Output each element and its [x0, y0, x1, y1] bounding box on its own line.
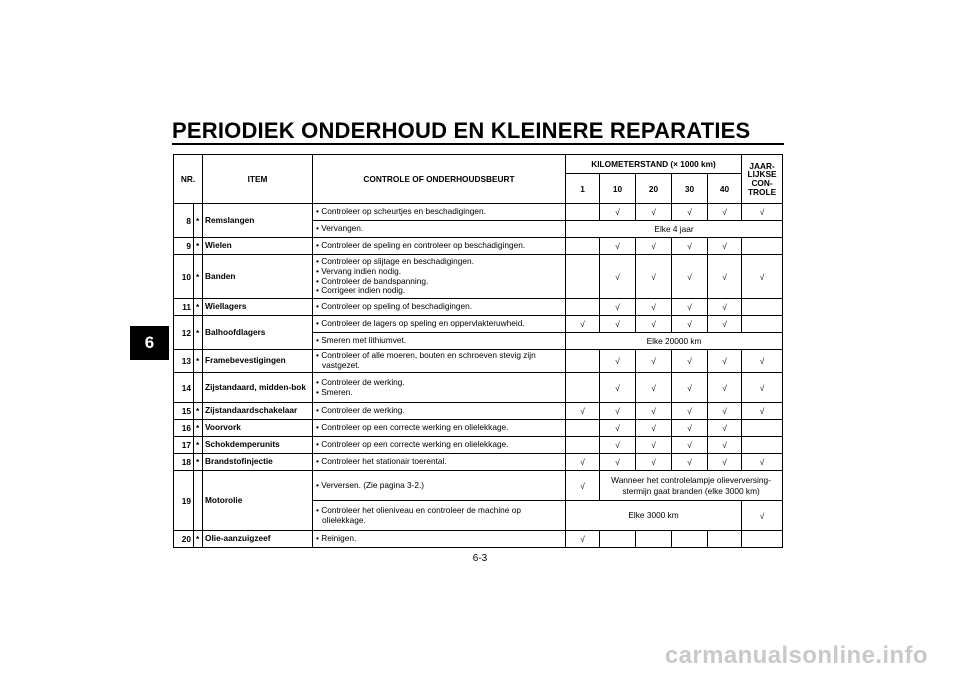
table-row	[174, 238, 783, 255]
check-cell	[672, 531, 708, 548]
check-cell	[566, 204, 600, 221]
check-cell: √	[636, 299, 672, 316]
header-km: KILOMETERSTAND (× 1000 km)	[566, 155, 742, 174]
table-row	[174, 454, 783, 471]
check-cell: √	[636, 373, 672, 403]
check-cell	[742, 420, 783, 437]
check-cell: √	[672, 238, 708, 255]
action-bullet: • Smeren met lithiumvet.	[315, 336, 563, 346]
header-km-col: 20	[636, 174, 672, 204]
row-item: Zijstandaard, midden-bok	[203, 373, 313, 403]
check-cell: √	[636, 403, 672, 420]
row-item: Olie-aanzuigzeef	[203, 531, 313, 548]
check-cell: √	[600, 204, 636, 221]
check-cell: √	[708, 350, 742, 373]
check-cell	[636, 531, 672, 548]
row-item: Schokdemperunits	[203, 437, 313, 454]
check-cell: √	[636, 350, 672, 373]
row-star: *	[194, 204, 203, 238]
action-bullet: • Controleer op een correcte werking en olielekkage.	[315, 423, 563, 433]
row-action	[313, 373, 566, 403]
check-cell: √	[708, 238, 742, 255]
table-row	[174, 403, 783, 420]
check-cell: √	[742, 403, 783, 420]
row-star: *	[194, 350, 203, 373]
check-cell: √	[672, 373, 708, 403]
table-row	[174, 437, 783, 454]
table-row	[174, 299, 783, 316]
row-number: 15	[174, 403, 194, 420]
check-cell	[566, 420, 600, 437]
row-star: *	[194, 299, 203, 316]
check-cell	[566, 350, 600, 373]
check-cell: √	[708, 403, 742, 420]
row-number: 8	[174, 204, 194, 238]
action-bullet: • Controleer het stationair toerental.	[315, 457, 563, 467]
check-cell: √	[636, 316, 672, 333]
row-number: 13	[174, 350, 194, 373]
header-km-col: 30	[672, 174, 708, 204]
action-bullet: • Controleer de speling en controleer op beschadigingen.	[315, 241, 563, 251]
row-number: 20	[174, 531, 194, 548]
action-bullet: • Corrigeer indien nodig.	[315, 286, 563, 296]
action-bullet: • Vervang indien nodig.	[315, 267, 563, 277]
check-cell: √	[708, 255, 742, 299]
check-cell: √	[636, 255, 672, 299]
row-number: 12	[174, 316, 194, 350]
check-cell: √	[636, 437, 672, 454]
row-star: *	[194, 238, 203, 255]
header-km-col: 10	[600, 174, 636, 204]
row-action	[313, 316, 566, 333]
table-header-row	[174, 155, 783, 174]
action-bullet: • Verversen. (Zie pagina 3-2.)	[315, 481, 563, 491]
action-bullet: • Controleer op speling of beschadigingen.	[315, 302, 563, 312]
check-cell: √	[708, 373, 742, 403]
check-cell: √	[600, 437, 636, 454]
action-bullet: • Controleer de werking.	[315, 406, 563, 416]
check-cell: √	[708, 316, 742, 333]
row-action	[313, 255, 566, 299]
header-km-col: 40	[708, 174, 742, 204]
check-cell: √	[708, 299, 742, 316]
check-cell: √	[742, 501, 783, 531]
action-bullet: • Controleer de bandspanning.	[315, 277, 563, 287]
action-bullet: • Controleer op een correcte werking en olielekkage.	[315, 440, 563, 450]
row-item: Wielen	[203, 238, 313, 255]
check-cell: √	[566, 531, 600, 548]
row-item: Zijstandaardschakelaar	[203, 403, 313, 420]
row-action	[313, 454, 566, 471]
table-row	[174, 420, 783, 437]
title-rule	[172, 143, 784, 145]
check-cell	[742, 437, 783, 454]
interval-note: Elke 20000 km	[566, 333, 783, 350]
row-action	[313, 471, 566, 501]
row-action	[313, 333, 566, 350]
row-star: *	[194, 316, 203, 350]
action-bullet: • Reinigen.	[315, 534, 563, 544]
row-star	[194, 373, 203, 403]
check-cell	[742, 238, 783, 255]
check-cell: √	[708, 204, 742, 221]
check-cell: √	[636, 238, 672, 255]
row-item: Banden	[203, 255, 313, 299]
check-cell: √	[742, 350, 783, 373]
row-number: 11	[174, 299, 194, 316]
action-bullet: • Controleer of alle moeren, bouten en schroeven stevig zijn vastgezet.	[315, 351, 563, 371]
maintenance-table	[173, 154, 783, 548]
check-cell: √	[742, 204, 783, 221]
header-action: CONTROLE OF ONDERHOUDSBEURT	[313, 155, 566, 204]
check-cell: √	[742, 373, 783, 403]
check-cell: √	[672, 299, 708, 316]
check-cell: √	[636, 454, 672, 471]
row-star: *	[194, 437, 203, 454]
interval-note: Elke 4 jaar	[566, 221, 783, 238]
row-number: 10	[174, 255, 194, 299]
check-cell: √	[708, 454, 742, 471]
header-yearly: JAAR-LIJKSE CON-TROLE	[742, 155, 783, 204]
row-star: *	[194, 454, 203, 471]
action-bullet: • Vervangen.	[315, 224, 563, 234]
check-cell	[742, 531, 783, 548]
row-number: 18	[174, 454, 194, 471]
check-cell: √	[600, 299, 636, 316]
check-cell: √	[600, 316, 636, 333]
action-bullet: • Controleer de lagers op speling en oppervlakteruwheid.	[315, 319, 563, 329]
table-row	[174, 316, 783, 333]
row-action	[313, 350, 566, 373]
check-cell: √	[566, 471, 600, 501]
action-bullet: • Controleer op slijtage en beschadigingen.	[315, 257, 563, 267]
row-star: *	[194, 531, 203, 548]
check-cell: √	[566, 403, 600, 420]
header-km-col: 1	[566, 174, 600, 204]
page-title: PERIODIEK ONDERHOUD EN KLEINERE REPARATIES	[172, 118, 751, 143]
check-cell	[742, 316, 783, 333]
check-cell: √	[672, 437, 708, 454]
row-item: Balhoofdlagers	[203, 316, 313, 350]
row-star: *	[194, 420, 203, 437]
check-cell	[566, 373, 600, 403]
check-cell: √	[600, 403, 636, 420]
check-cell: √	[600, 238, 636, 255]
check-cell	[566, 238, 600, 255]
check-cell	[566, 437, 600, 454]
row-action	[313, 238, 566, 255]
row-action	[313, 403, 566, 420]
header-nr: NR.	[174, 155, 203, 204]
check-cell	[566, 299, 600, 316]
check-cell	[742, 299, 783, 316]
action-bullet: • Controleer op scheurtjes en beschadigingen.	[315, 207, 563, 217]
check-cell: √	[742, 255, 783, 299]
table-row	[174, 255, 783, 299]
row-number: 16	[174, 420, 194, 437]
row-action	[313, 221, 566, 238]
row-action	[313, 299, 566, 316]
row-number: 9	[174, 238, 194, 255]
check-cell: √	[566, 454, 600, 471]
row-action	[313, 501, 566, 531]
action-bullet: • Controleer de werking.	[315, 378, 563, 388]
check-cell: √	[708, 437, 742, 454]
check-cell	[600, 531, 636, 548]
check-cell: √	[600, 350, 636, 373]
check-cell: √	[672, 316, 708, 333]
check-cell: √	[600, 373, 636, 403]
check-cell: √	[672, 350, 708, 373]
row-number: 14	[174, 373, 194, 403]
check-cell: √	[636, 204, 672, 221]
row-item: Remslangen	[203, 204, 313, 238]
interval-note: Elke 3000 km	[566, 501, 742, 531]
row-item: Motorolie	[203, 471, 313, 531]
row-action	[313, 531, 566, 548]
table-row	[174, 204, 783, 221]
check-cell: √	[742, 454, 783, 471]
row-action	[313, 420, 566, 437]
row-number: 19	[174, 471, 194, 531]
chapter-tab-marker: 6	[130, 326, 169, 360]
row-star: *	[194, 403, 203, 420]
table-row	[174, 350, 783, 373]
check-cell: √	[672, 454, 708, 471]
interval-note: Wanneer het controlelampje olieverversing-stermijn gaat branden (elke 3000 km)	[600, 471, 783, 501]
check-cell: √	[600, 420, 636, 437]
check-cell: √	[566, 316, 600, 333]
row-star: *	[194, 255, 203, 299]
row-action	[313, 437, 566, 454]
table-row	[174, 531, 783, 548]
check-cell: √	[600, 255, 636, 299]
watermark: carmanualsonline.info	[664, 642, 928, 669]
action-bullet: • Controleer het olieniveau en controleer de machine op olielekkage.	[315, 506, 563, 526]
check-cell	[708, 531, 742, 548]
row-number: 17	[174, 437, 194, 454]
action-bullet: • Smeren.	[315, 388, 563, 398]
row-item: Framebevestigingen	[203, 350, 313, 373]
table-row	[174, 373, 783, 403]
header-item: ITEM	[203, 155, 313, 204]
row-action	[313, 204, 566, 221]
check-cell: √	[672, 403, 708, 420]
check-cell: √	[672, 420, 708, 437]
row-star	[194, 471, 203, 531]
check-cell: √	[672, 255, 708, 299]
row-item: Brandstofinjectie	[203, 454, 313, 471]
check-cell: √	[636, 420, 672, 437]
table-row	[174, 471, 783, 501]
page-number: 6-3	[472, 553, 488, 564]
check-cell: √	[708, 420, 742, 437]
check-cell	[566, 255, 600, 299]
check-cell: √	[600, 454, 636, 471]
row-item: Wiellagers	[203, 299, 313, 316]
row-item: Voorvork	[203, 420, 313, 437]
check-cell: √	[672, 204, 708, 221]
